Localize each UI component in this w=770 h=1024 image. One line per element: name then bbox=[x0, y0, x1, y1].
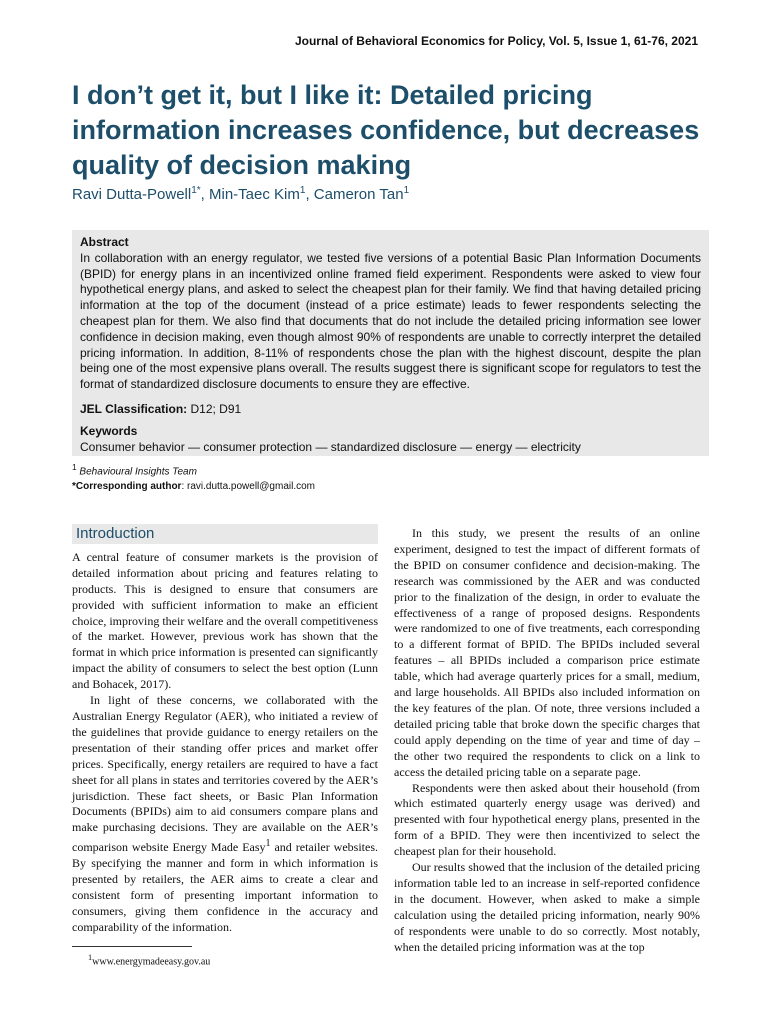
author-list bbox=[72, 185, 409, 203]
intro-paragraph-2-text-b: and retailer websites. By specifying the manner and form in which information is presented by retailers, the AER aims to create a clear and consistent form of presenting important information to consumers, giving them confidence in the accuracy and comparability of the information. bbox=[72, 840, 379, 934]
author-name: Min-Taec Kim bbox=[209, 186, 300, 203]
introduction-heading: Introduction bbox=[72, 524, 378, 544]
author-affiliation-mark: 1 bbox=[403, 185, 410, 196]
right-paragraph-2: Respondents were then asked about their household (from which estimated quarterly energy usage was derived) and presented with four hypothetical energy plans, presented in the form of a BPID. They were then incentivized to select the cheapest plan for their household. bbox=[394, 780, 700, 859]
author-separator: , bbox=[200, 186, 210, 203]
keywords-heading: Keywords bbox=[80, 423, 138, 438]
affiliation-text: Behavioural Insights Team bbox=[79, 466, 197, 478]
abstract-box bbox=[72, 230, 709, 456]
author-affiliation-mark: 1* bbox=[191, 185, 201, 196]
intro-paragraph-2-text-a: In light of these concerns, we collaborated with the Australian Energy Regulator (AER), who initiated a review of the guidelines that provide guidance to energy retailers on the presentation of their standing offer prices and market offer prices. Specifically, energy retailers are required to have a fact sheet for all plans in states and territories covered by the AER’s jurisdiction. These fact sheets, or Basic Plan Information Documents (BPIDs) aim to aid consumers compare plans and make purchasing decisions. They are available on the AER’s comparison website Energy Made Easy bbox=[72, 693, 378, 855]
author-notes bbox=[72, 460, 315, 494]
jel-value: D12; D91 bbox=[190, 401, 242, 416]
intro-paragraph-2 bbox=[72, 693, 378, 936]
right-column bbox=[394, 526, 700, 955]
right-paragraph-1: In this study, we present the results of an online experiment, designed to test the impact of different formats of the BPID on consumer confidence and decision-making. The research was commissioned by the AER and was conducted prior to the finalization of the design, in order to evaluate the effectiveness of a range of proposed designs. Respondents were randomized to one of five treatments, each corresponding to a different format of BPID. The BPIDs included several features – all BPIDs included a comparison price estimate table, which had average quarterly prices for a small, medium, and large households. All BPIDs also included information on the key features of the plan. Of note, three versions included a detailed pricing table that broke down the specific charges that could apply depending on the time of year and time of day – the other two required the respondents to click on a link to access the detailed pricing table on a separate page. bbox=[394, 526, 700, 779]
affiliation-note bbox=[72, 460, 315, 479]
footnote-rule bbox=[72, 946, 192, 947]
corresponding-author-email: : ravi.dutta.powell@gmail.com bbox=[181, 481, 315, 493]
footnote bbox=[72, 950, 378, 970]
footnote-link: www.energymadeeasy.gov.au bbox=[92, 955, 211, 967]
corresponding-author-label: *Corresponding author bbox=[72, 481, 182, 493]
author-separator: , bbox=[305, 186, 314, 203]
corresponding-author-note bbox=[72, 479, 315, 494]
intro-paragraph-1: A central feature of consumer markets is the provision of detailed information about pricing and features relating to products. This is designed to ensure that consumers are provided with sufficient information to make an efficient choice, improving their welfare and the overall competitiveness of the market. However, previous work has shown that the format in which price information is presented can significantly impact the ability of consumers to select the best option (Lunn and Bohacek, 2017). bbox=[72, 549, 378, 692]
left-column bbox=[72, 524, 378, 970]
footnote-mark: 1 bbox=[88, 952, 93, 962]
paper-title: I don’t get it, but I like it: Detailed pricing information increases confidence, but decreases quality of decision making bbox=[72, 80, 700, 180]
jel-label: JEL Classification: bbox=[80, 401, 188, 416]
author-name: Cameron Tan bbox=[313, 186, 404, 203]
affiliation-mark: 1 bbox=[72, 462, 77, 472]
author-affiliation-mark: 1 bbox=[299, 185, 306, 196]
footnote-reference: 1 bbox=[265, 838, 271, 850]
keywords-text: Consumer behavior — consumer protection — standardized disclosure — energy — electricity bbox=[80, 439, 581, 454]
abstract-text: In collaboration with an energy regulator, we tested five versions of a potential Basic Plan Information Documents (BPID) for energy plans in an incentivized online framed field experiment. Respondents were asked to view four hypothetical energy plans, and asked to select the cheapest plan for their family. We find that having detailed pricing information at the top of the document (instead of a price estimate) leads to fewer respondents selecting the cheapest plan for them. We also find that documents that do not include the detailed pricing information see lower confidence in decision making, even though almost 90% of respondents are unable to correctly interpret the detailed pricing information. In addition, 8-11% of respondents chose the plan with the highest discount, despite the plan being one of the most expensive plans overall. The results suggest there is significant scope for regulators to test the format of standardized disclosure documents to ensure they are effective. bbox=[80, 250, 701, 392]
keywords-section bbox=[80, 424, 701, 456]
abstract-heading: Abstract bbox=[80, 235, 129, 249]
author-name: Ravi Dutta-Powell bbox=[72, 186, 192, 203]
jel-classification bbox=[80, 402, 701, 418]
journal-header: Journal of Behavioral Economics for Policy, Vol. 5, Issue 1, 61-76, 2021 bbox=[294, 34, 698, 48]
right-paragraph-3: Our results showed that the inclusion of the detailed pricing information table led to an increase in self-reported confidence in the document. However, when asked to make a simple calculation using the detailed pricing information, nearly 90% of respondents were unable to do so correctly. Most notably, when the detailed pricing information was at the top bbox=[394, 860, 700, 954]
